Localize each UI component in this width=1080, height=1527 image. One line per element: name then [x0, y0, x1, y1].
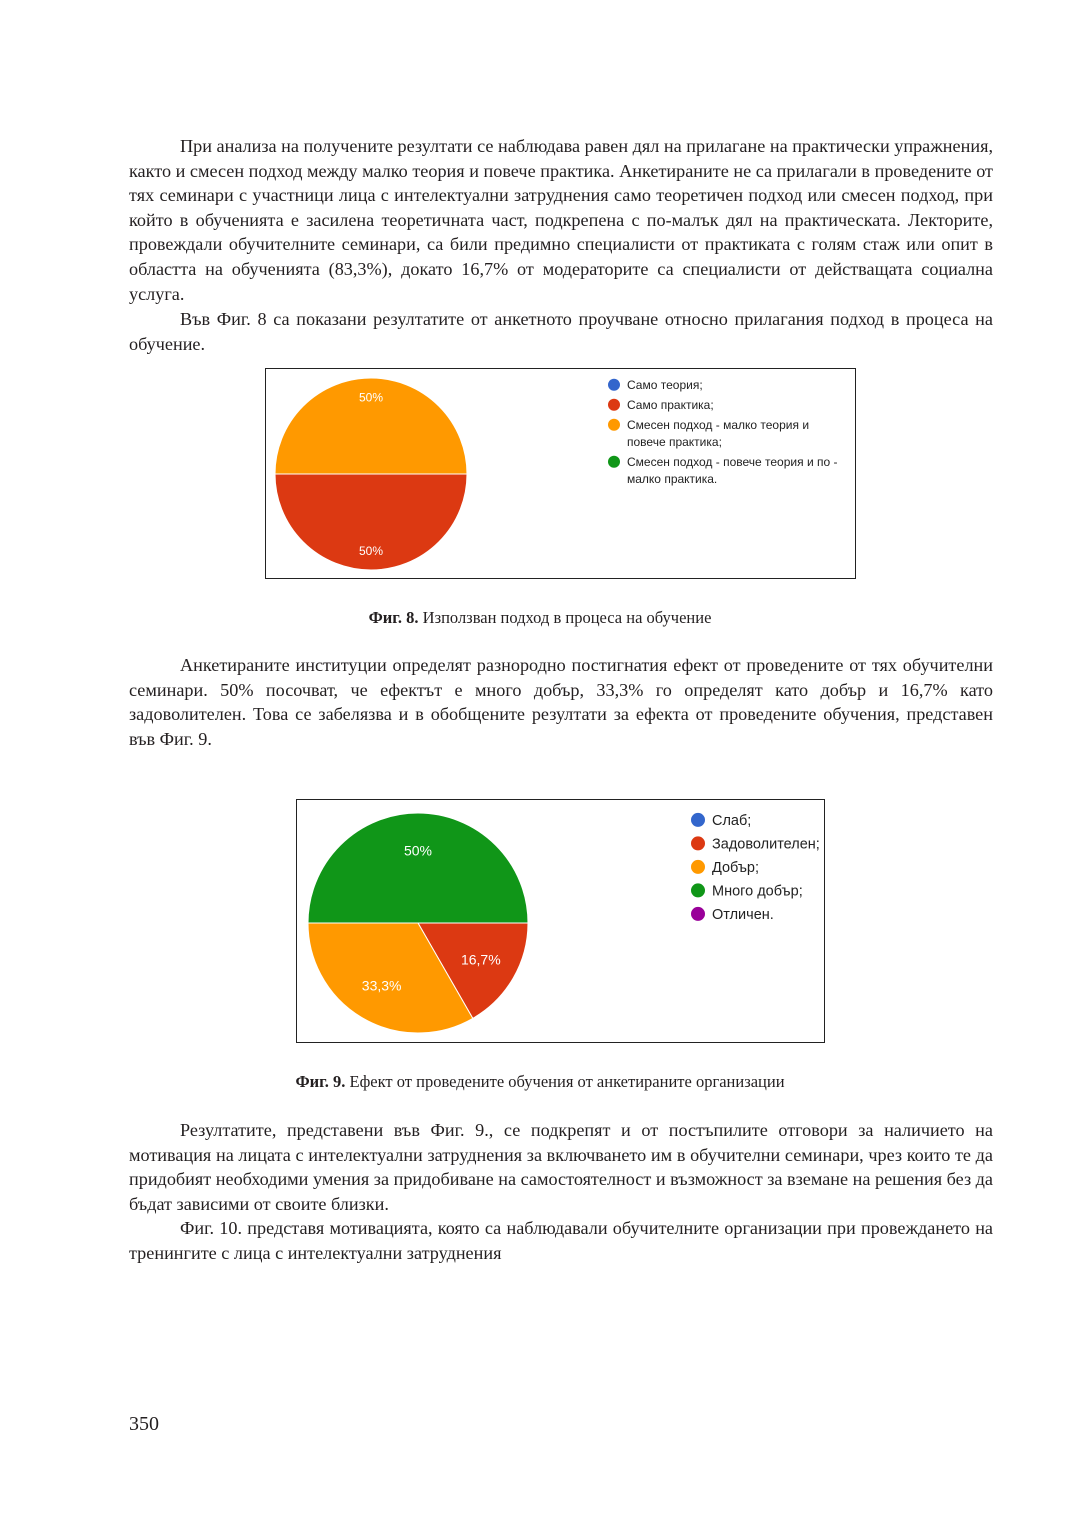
legend-label: Само практика;	[627, 398, 714, 412]
slice-value-label: 50%	[358, 544, 384, 558]
slice-value-label: 50%	[358, 390, 384, 405]
figure-8-chart	[265, 368, 856, 579]
slice-value-label: 50%	[403, 842, 433, 859]
figure-8-pie	[266, 369, 855, 578]
slice-value-label: 33,3%	[361, 977, 402, 994]
figure-8-caption-text: Използван подход в процеса на обучение	[418, 608, 712, 627]
paragraph-4: Резултатите, представени във Фиг. 9., се подкрепят и от постъпилите отговори за наличието на мотивация на лицата с интелектуални затруднения за включването им в обучителни семинари, чрез които те да придобият необходими умения за придобиване на самостоятелност и възможност за вземане на решения без да бъдат зависими от своите близки.	[129, 1120, 993, 1214]
figure-9-caption-text: Ефект от проведените обучения от анкетираните организации	[345, 1072, 785, 1091]
paragraph-3: Анкетираните институции определят разнородно постигнатия ефект от проведените от тях обучителни семинари. 50% посочват, че ефектът е много добър, 33,3% го определят като добър и 16,7% като задоволителен. Това се забелязва и в обобщените резултати за ефекта от проведените обучения, представен във Фиг. 9.	[129, 655, 993, 749]
legend-label: Смесен подход - повече теория и по -	[627, 455, 838, 469]
legend-marker	[608, 419, 620, 431]
figure-8-label: Фиг. 8.	[368, 608, 419, 627]
legend-label: Задоволителен;	[712, 836, 820, 853]
paragraph-1: При анализа на получените резултати се наблюдава равен дял на прилагане на практически упражнения, както и смесен подход между малко теория и повече практика. Анкетираните не са прилагали в проведените от тях семинари с участници лица с интелектуални затруднения само теоретичен подход или смесен подход, при който в обученията е засилена теоретичната част, подкрепена с по-малък дял на практическата. Лекторите, провеждали обучителните семинари, са били предимно специалисти от практиката с голям стаж или опит в областта на обученията (83,3%), докато 16,7% от модераторите са специалисти от действащата социална услуга.	[129, 136, 993, 304]
legend-label: Отличен.	[712, 907, 774, 923]
legend-marker	[691, 836, 705, 850]
paragraph-2: Във Фиг. 8 са показани резултатите от анкетното проучване относно прилагания подход в процеса на обучение.	[129, 309, 993, 354]
legend-marker	[691, 860, 705, 874]
figure-9-pie	[297, 800, 824, 1042]
figure-9-caption	[0, 1072, 1080, 1092]
legend-label: Слаб;	[712, 813, 752, 829]
legend-marker	[608, 379, 620, 391]
page-number: 350	[129, 1413, 159, 1435]
legend-label: малко практика.	[627, 472, 718, 486]
figure-8-caption	[0, 608, 1080, 628]
pie-slice-4	[308, 813, 528, 923]
legend-marker	[691, 813, 705, 827]
legend-label: повече практика;	[627, 435, 722, 449]
legend-label: Добър;	[712, 860, 760, 876]
figure-9-label: Фиг. 9.	[295, 1072, 346, 1091]
paragraph-5: Фиг. 10. представя мотивацията, която са наблюдавали обучителните организации при провеждането на тренингите с лица с интелектуални затруднения	[129, 1218, 993, 1263]
legend-marker	[608, 456, 620, 468]
figure-9-chart	[296, 799, 825, 1043]
slice-value-label: 16,7%	[460, 951, 501, 968]
legend-label: Смесен подход - малко теория и	[627, 418, 810, 432]
legend-label: Много добър;	[712, 883, 803, 900]
legend-marker	[608, 399, 620, 411]
legend-marker	[691, 883, 705, 897]
legend-marker	[691, 907, 705, 921]
legend-label: Само теория;	[627, 378, 703, 392]
